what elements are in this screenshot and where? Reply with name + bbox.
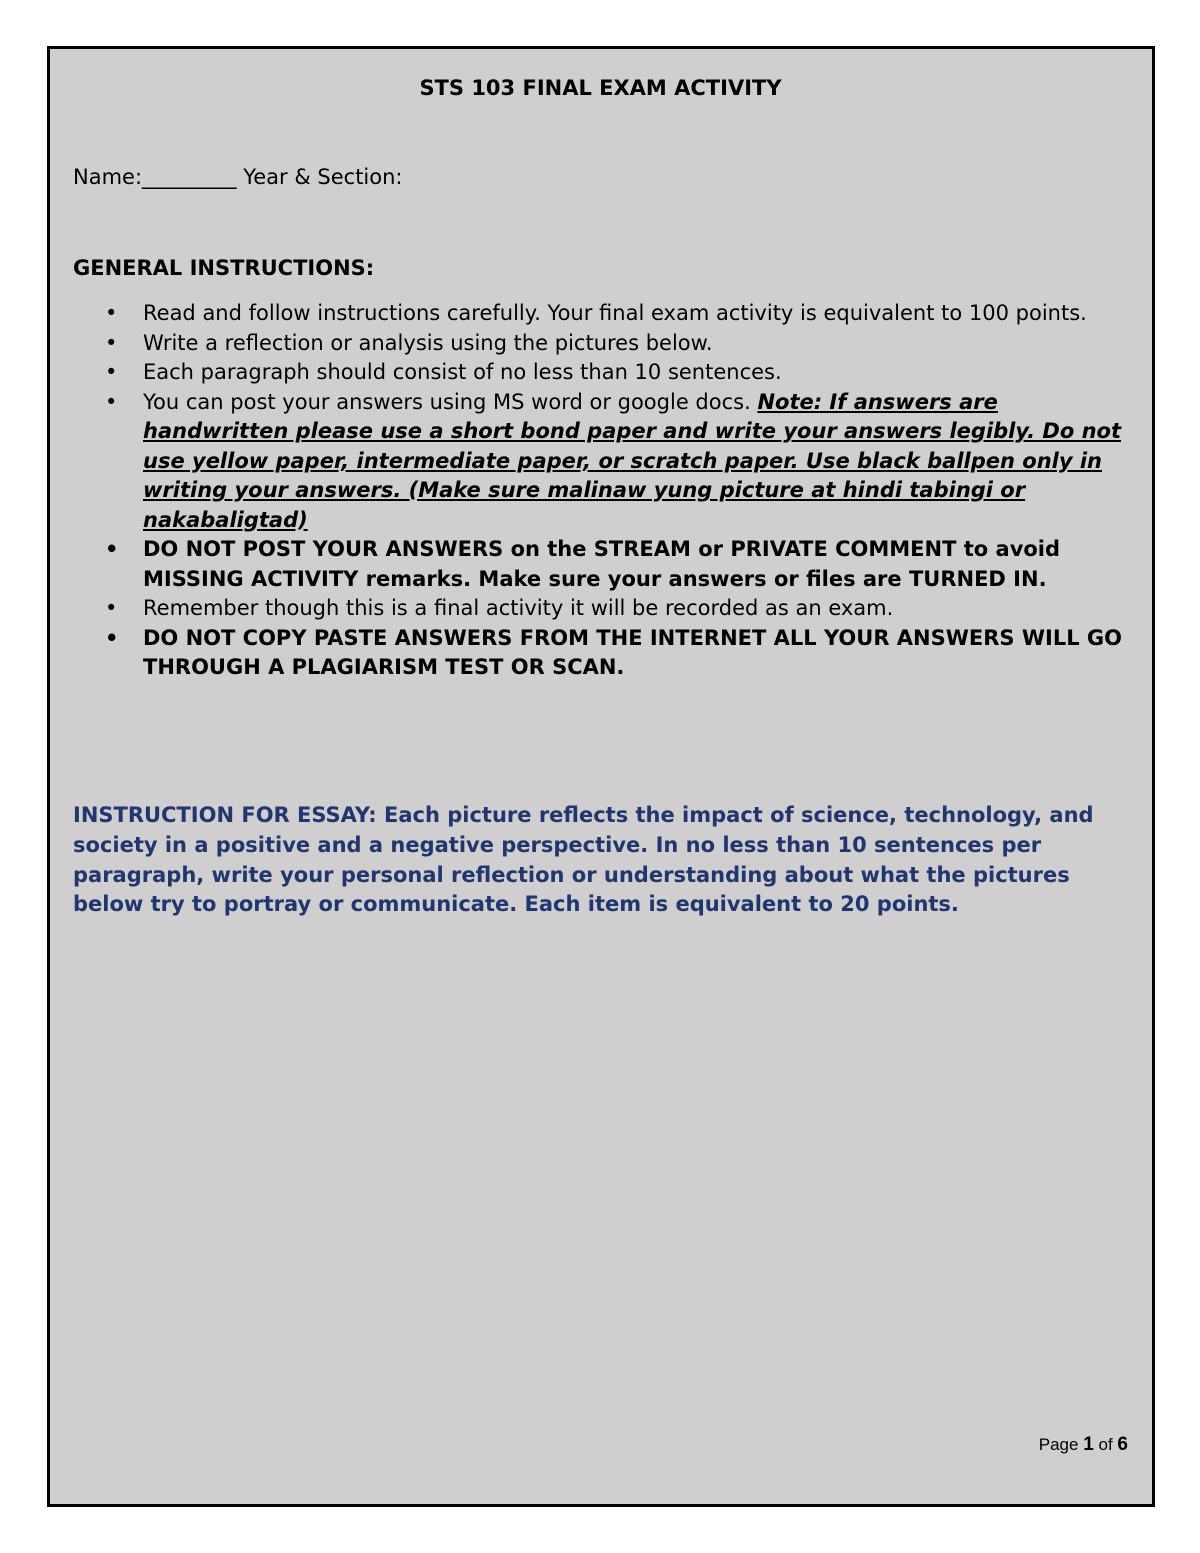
name-blank: _________ — [142, 165, 237, 189]
name-label: Name: — [73, 165, 143, 189]
essay-instruction: INSTRUCTION FOR ESSAY: Each picture reflects the impact of science, technology, and society in a positive and a negative perspective. In no less than 10 sentences per paragraph, write your personal reflection or understanding about what the pictures below try to portray or communicate. Each item is equivalent to 20 points. — [73, 803, 1094, 917]
instruction-item — [73, 299, 1133, 329]
instruction-text: Remember though this is a final activity it will be recorded as an exam. — [143, 596, 894, 620]
of-label: of — [1098, 1435, 1113, 1454]
bullet-icon: • — [105, 596, 118, 620]
instruction-text: You can post your answers using MS word or google docs. — [143, 389, 758, 414]
year-section-label: Year & Section: — [243, 165, 403, 189]
page-label: Page — [1038, 1435, 1079, 1454]
total-pages-number: 6 — [1117, 1434, 1128, 1455]
exam-title: STS 103 FINAL EXAM ACTIVITY — [419, 76, 782, 100]
instruction-item — [73, 624, 1133, 683]
instruction-text: Write a reflection or analysis using the pictures below. — [143, 330, 713, 355]
instruction-item — [73, 388, 1133, 536]
bullet-icon: • — [105, 625, 119, 650]
bullet-icon: • — [105, 389, 118, 414]
bullet-icon: • — [105, 301, 118, 325]
instruction-text: DO NOT COPY PASTE ANSWERS FROM THE INTERNET ALL YOUR ANSWERS WILL GO THROUGH A PLAGIARISM TEST OR SCAN. — [143, 625, 1123, 679]
name-section-line — [73, 163, 403, 191]
instruction-item — [73, 329, 1133, 359]
general-instructions-heading: GENERAL INSTRUCTIONS: — [73, 256, 375, 280]
instruction-text: DO NOT POST YOUR ANSWERS on the STREAM or PRIVATE COMMENT to avoid MISSING ACTIVITY remarks. Make sure your answers or files are TURNED IN. — [143, 537, 1061, 591]
page-number — [1039, 1434, 1128, 1456]
instruction-item — [73, 594, 1133, 624]
bullet-icon: • — [105, 360, 118, 384]
instruction-text: Each paragraph should consist of no less than 10 sentences. — [143, 360, 782, 384]
exam-page — [47, 46, 1155, 1507]
instruction-item — [73, 535, 1133, 594]
handwritten-note: Note: If answers are handwritten please use a short bond paper and write your answers legibly. Do not use yellow paper, intermediate paper, or scratch paper. Use black ballpen only in writing your answers. (Make sure malinaw yung picture at hindi tabingi or nakabaligtad) — [143, 389, 1122, 532]
current-page-number: 1 — [1083, 1434, 1094, 1455]
instruction-text: Read and follow instructions carefully. Your final exam activity is equivalent to 100 points. — [143, 301, 1087, 325]
bullet-icon: • — [105, 537, 119, 561]
bullet-icon: • — [105, 330, 118, 355]
instruction-item — [73, 358, 1133, 388]
instructions-list — [73, 299, 1133, 683]
